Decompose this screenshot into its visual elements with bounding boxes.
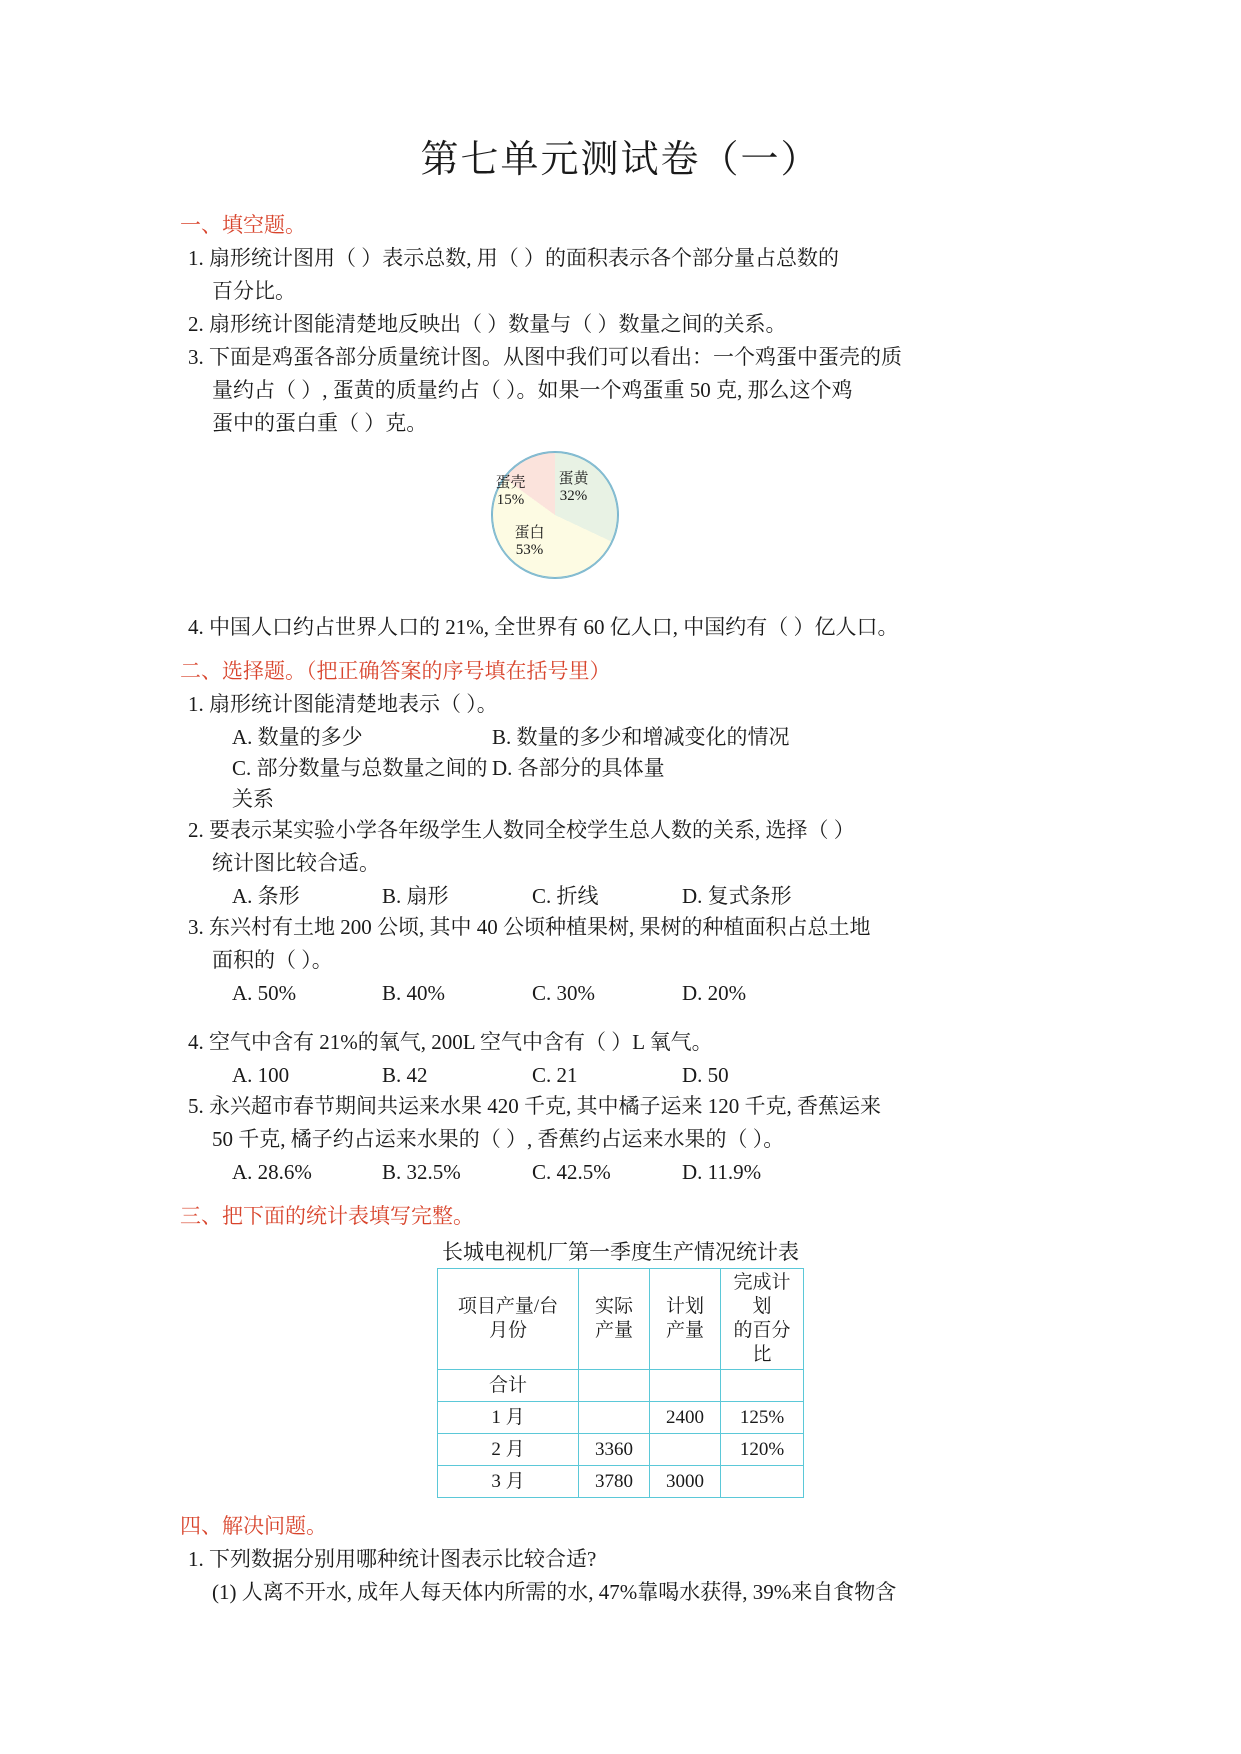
option-2-5-d[interactable]: D. 11.9% — [682, 1160, 762, 1184]
section-heading-fill-in-blanks: 一、填空题。 — [180, 213, 306, 237]
header-actual-line1: 实际 — [594, 1296, 633, 1317]
header-percent-line4: 比 — [752, 1344, 772, 1365]
option-2-5-c[interactable]: C. 42.5% — [532, 1160, 611, 1184]
question-2-1: 1. 扇形统计图能清楚地表示（ ）。 — [188, 692, 498, 716]
table-row — [438, 1370, 804, 1402]
question-2-1-options-row2 — [160, 753, 1081, 815]
option-2-5-a[interactable]: A. 28.6% — [232, 1160, 312, 1184]
question-2-2-line1: 2. 要表示某实验小学各年级学生人数同全校学生总人数的关系, 选择（ ） — [188, 818, 855, 842]
question-2-3-line1: 3. 东兴村有土地 200 公顷, 其中 40 公顷种植果树, 果树的种植面积占总土地 — [188, 915, 871, 939]
question-1-1-line1: 1. 扇形统计图用（ ）表示总数, 用（ ）的面积表示各个部分量占总数的 — [188, 246, 839, 270]
table-row — [438, 1466, 804, 1498]
question-2-5-options — [160, 1157, 1081, 1188]
question-4-1: 1. 下列数据分别用哪种统计图表示比较合适? — [188, 1547, 597, 1571]
row-label-month3: 3 月 — [438, 1466, 579, 1498]
header-actual-line2: 产量 — [594, 1320, 633, 1341]
row-label-month2: 2 月 — [438, 1434, 579, 1466]
cell-month2-plan[interactable] — [650, 1434, 721, 1466]
option-2-4-d[interactable]: D. 50 — [682, 1063, 729, 1087]
header-cell-percent — [721, 1269, 804, 1370]
option-2-3-a[interactable]: A. 50% — [232, 981, 297, 1005]
cell-month1-plan[interactable]: 2400 — [650, 1402, 721, 1434]
option-2-3-d[interactable]: D. 20% — [682, 981, 747, 1005]
question-1-3-line3: 蛋中的蛋白重（ ）克。 — [212, 411, 428, 435]
question-2-4: 4. 空气中含有 21%的氧气, 200L 空气中含有（ ）L 氧气。 — [188, 1030, 713, 1054]
option-2-1-d[interactable]: D. 各部分的具体量 — [492, 756, 665, 780]
option-2-2-a[interactable]: A. 条形 — [232, 884, 300, 908]
cell-month3-actual[interactable]: 3780 — [579, 1466, 650, 1498]
option-2-2-b[interactable]: B. 扇形 — [382, 884, 449, 908]
section-two-head-note: （把正确答案的序号填在括号里） — [306, 659, 611, 683]
question-1-4: 4. 中国人口约占世界人口的 21%, 全世界有 60 亿人口, 中国约有（ ）亿人口。 — [188, 615, 899, 639]
cell-total-plan[interactable] — [650, 1370, 721, 1402]
section-two-head-text: 二、选择题。 — [180, 659, 306, 683]
header-plan-line2: 产量 — [665, 1320, 704, 1341]
option-2-3-b[interactable]: B. 40% — [382, 981, 445, 1005]
question-2-2-options — [160, 881, 1081, 912]
option-2-1-c[interactable]: C. 部分数量与总数量之间的关系 — [232, 756, 488, 811]
option-2-1-b[interactable]: B. 数量的多少和增减变化的情况 — [492, 725, 790, 749]
option-2-5-b[interactable]: B. 32.5% — [382, 1160, 461, 1184]
header-month-line1: 项目产量/台 — [457, 1296, 559, 1317]
page-title: 第七单元测试卷（一） — [420, 139, 821, 181]
header-percent-line2: 划 — [752, 1296, 772, 1317]
cell-month1-percent[interactable]: 125% — [721, 1402, 804, 1434]
header-percent-line3: 的百分 — [733, 1320, 791, 1341]
table-row — [438, 1434, 804, 1466]
cell-month3-percent[interactable] — [721, 1466, 804, 1498]
option-2-1-a[interactable]: A. 数量的多少 — [232, 725, 363, 749]
pie-label-yolk-name: 蛋黄 — [558, 471, 589, 487]
cell-month2-percent[interactable]: 120% — [721, 1434, 804, 1466]
option-2-4-b[interactable]: B. 42 — [382, 1063, 428, 1087]
section-heading-complete-table: 三、把下面的统计表填写完整。 — [180, 1204, 474, 1228]
header-cell-actual — [579, 1269, 650, 1370]
option-2-4-c[interactable]: C. 21 — [532, 1063, 578, 1087]
header-percent-line1: 完成计 — [733, 1272, 791, 1293]
question-2-1-options-row1 — [160, 722, 1081, 753]
pie-label-white-pct: 53% — [515, 542, 544, 558]
production-statistics-table — [437, 1268, 804, 1498]
cell-total-percent[interactable] — [721, 1370, 804, 1402]
pie-label-yolk-pct: 32% — [559, 488, 588, 504]
question-2-4-options — [160, 1060, 1081, 1091]
statistics-table-title: 长城电视机厂第一季度生产情况统计表 — [442, 1240, 799, 1264]
pie-label-white-name: 蛋白 — [514, 525, 545, 541]
option-2-3-c[interactable]: C. 30% — [532, 981, 595, 1005]
header-cell-plan — [650, 1269, 721, 1370]
pie-label-shell-name: 蛋壳 — [495, 475, 526, 491]
option-2-4-a[interactable]: A. 100 — [232, 1063, 290, 1087]
question-1-3-line2: 量约占（ ）, 蛋黄的质量约占（ ）。如果一个鸡蛋重 50 克, 那么这个鸡 — [212, 378, 853, 402]
row-label-total: 合计 — [438, 1370, 579, 1402]
cell-total-actual[interactable] — [579, 1370, 650, 1402]
cell-month3-plan[interactable]: 3000 — [650, 1466, 721, 1498]
pie-label-shell-pct: 15% — [496, 492, 525, 508]
header-cell-month — [438, 1269, 579, 1370]
header-plan-line1: 计划 — [665, 1296, 704, 1317]
question-2-2-line2: 统计图比较合适。 — [212, 851, 380, 875]
question-2-5-line1: 5. 永兴超市春节期间共运来水果 420 千克, 其中橘子运来 120 千克, 香蕉运来 — [188, 1094, 881, 1118]
option-2-2-d[interactable]: D. 复式条形 — [682, 884, 792, 908]
table-header-row — [438, 1269, 804, 1370]
question-1-3-line1: 3. 下面是鸡蛋各部分质量统计图。从图中我们可以看出：一个鸡蛋中蛋壳的质 — [188, 345, 902, 369]
egg-composition-pie-chart — [160, 451, 1081, 586]
pie-label-shell — [483, 475, 539, 509]
cell-month1-actual[interactable] — [579, 1402, 650, 1434]
section-heading-multiple-choice — [180, 655, 1081, 685]
row-label-month1: 1 月 — [438, 1402, 579, 1434]
question-2-5-line2: 50 千克, 橘子约占运来水果的（ ）, 香蕉约占运来水果的（ ）。 — [212, 1127, 785, 1151]
pie-label-white — [495, 525, 565, 559]
question-1-2: 2. 扇形统计图能清楚地反映出（ ）数量与（ ）数量之间的关系。 — [188, 312, 787, 336]
question-2-3-options — [160, 978, 1081, 1009]
table-row — [438, 1402, 804, 1434]
cell-month2-actual[interactable]: 3360 — [579, 1434, 650, 1466]
option-2-2-c[interactable]: C. 折线 — [532, 884, 599, 908]
question-4-1-1: (1) 人离不开水, 成年人每天体内所需的水, 47%靠喝水获得, 39%来自食物含 — [212, 1580, 897, 1604]
section-heading-word-problems: 四、解决问题。 — [180, 1514, 327, 1538]
pie-label-yolk — [543, 471, 605, 505]
question-2-3-line2: 面积的（ ）。 — [212, 948, 333, 972]
question-1-1-line2: 百分比。 — [212, 279, 296, 303]
header-month-line2: 月份 — [488, 1320, 527, 1341]
